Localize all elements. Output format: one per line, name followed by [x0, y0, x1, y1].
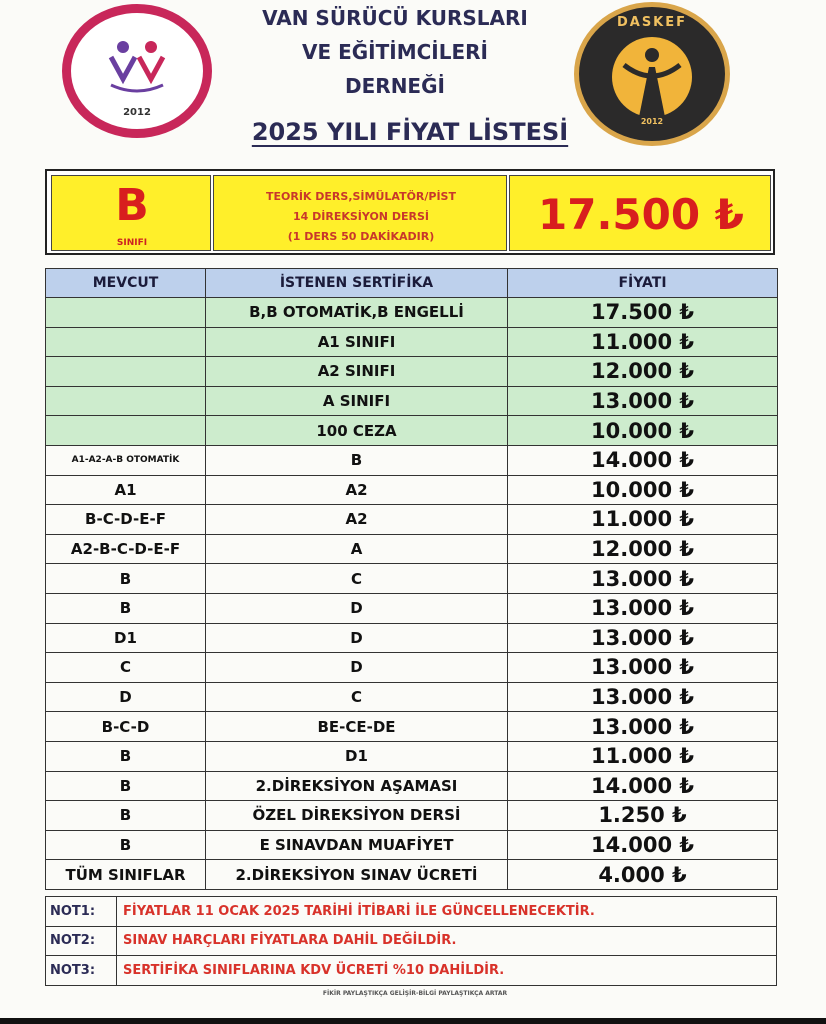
- b-class-subtitle: SINIFI: [116, 238, 148, 248]
- b-class-cell: [51, 175, 211, 251]
- cell-price: 13.000 ₺: [508, 386, 778, 416]
- cell-certificate: A2 SINIFI: [206, 357, 508, 387]
- header-current: MEVCUT: [46, 269, 206, 298]
- cell-current: B: [46, 771, 206, 801]
- table-row: [46, 298, 778, 328]
- cell-certificate: A1 SINIFI: [206, 327, 508, 357]
- cell-current: [46, 327, 206, 357]
- org-title-line-3: DERNEĞİ: [345, 74, 445, 98]
- cell-current: D: [46, 682, 206, 712]
- note-label: NOT3:: [46, 956, 117, 986]
- cell-price: 12.000 ₺: [508, 534, 778, 564]
- cell-certificate: 2.DİREKSİYON AŞAMASI: [206, 771, 508, 801]
- cell-certificate: E SINAVDAN MUAFİYET: [206, 830, 508, 860]
- cell-current: A1-A2-A-B OTOMATİK: [46, 445, 206, 475]
- table-row: [46, 682, 778, 712]
- table-row: [46, 801, 778, 831]
- table-row: [46, 771, 778, 801]
- cell-current: D1: [46, 623, 206, 653]
- cell-certificate: D: [206, 653, 508, 683]
- cell-price: 10.000 ₺: [508, 475, 778, 505]
- cell-price: 11.000 ₺: [508, 327, 778, 357]
- cell-certificate: 100 CEZA: [206, 416, 508, 446]
- cell-current: C: [46, 653, 206, 683]
- cell-price: 11.000 ₺: [508, 505, 778, 535]
- footer-motto: FİKİR PAYLAŞTIKÇA GELİŞİR-BİLGİ PAYLAŞTIKÇA ARTAR: [322, 990, 508, 997]
- cell-price: 1.250 ₺: [508, 801, 778, 831]
- cell-current: [46, 298, 206, 328]
- cell-certificate: B,B OTOMATİK,B ENGELLİ: [206, 298, 508, 328]
- cell-current: TÜM SINIFLAR: [46, 860, 206, 890]
- cell-price: 13.000 ₺: [508, 653, 778, 683]
- cell-certificate: C: [206, 564, 508, 594]
- cell-current: A2-B-C-D-E-F: [46, 534, 206, 564]
- b-class-price-cell: [509, 175, 771, 251]
- cell-price: 12.000 ₺: [508, 357, 778, 387]
- note-label: NOT2:: [46, 926, 117, 956]
- note-row: [46, 897, 777, 927]
- b-class-letter: B: [115, 180, 149, 231]
- note-text: FİYATLAR 11 OCAK 2025 TARİHİ İTİBARİ İLE GÜNCELLENECEKTİR.: [117, 897, 777, 927]
- table-row: [46, 741, 778, 771]
- association-logo-left: [62, 4, 212, 138]
- cell-price: 13.000 ₺: [508, 593, 778, 623]
- cell-current: B-C-D-E-F: [46, 505, 206, 535]
- cell-current: B-C-D: [46, 712, 206, 742]
- cell-current: [46, 386, 206, 416]
- daskef-logo-year: 2012: [640, 117, 664, 126]
- cell-price: 13.000 ₺: [508, 682, 778, 712]
- cell-current: A1: [46, 475, 206, 505]
- cell-certificate: A: [206, 534, 508, 564]
- cell-current: B: [46, 830, 206, 860]
- b-class-desc-line-3: (1 DERS 50 DAKİKADIR): [287, 230, 435, 243]
- cell-certificate: ÖZEL DİREKSİYON DERSİ: [206, 801, 508, 831]
- cell-price: 13.000 ₺: [508, 623, 778, 653]
- cell-certificate: BE-CE-DE: [206, 712, 508, 742]
- b-class-box: [45, 169, 775, 255]
- cell-certificate: C: [206, 682, 508, 712]
- table-row: [46, 357, 778, 387]
- cell-certificate: A SINIFI: [206, 386, 508, 416]
- price-table: [45, 268, 778, 890]
- table-row: [46, 623, 778, 653]
- table-row: [46, 475, 778, 505]
- bottom-bar: [0, 1018, 826, 1024]
- table-row: [46, 712, 778, 742]
- cell-price: 13.000 ₺: [508, 712, 778, 742]
- cell-price: 14.000 ₺: [508, 771, 778, 801]
- org-title-line-2: VE EĞİTİMCİLERİ: [302, 40, 488, 64]
- cell-price: 13.000 ₺: [508, 564, 778, 594]
- table-header-row: [46, 269, 778, 298]
- header-certificate: İSTENEN SERTİFİKA: [206, 269, 508, 298]
- cell-price: 14.000 ₺: [508, 830, 778, 860]
- table-row: [46, 416, 778, 446]
- table-row: [46, 830, 778, 860]
- daskef-logo-name: DASKEF: [616, 15, 688, 30]
- table-row: [46, 386, 778, 416]
- cell-certificate: D1: [206, 741, 508, 771]
- cell-current: B: [46, 741, 206, 771]
- b-class-desc-line-1: TEORİK DERS,SİMÜLATÖR/PİST: [266, 190, 456, 203]
- table-row: [46, 505, 778, 535]
- table-row: [46, 445, 778, 475]
- cell-current: [46, 357, 206, 387]
- b-class-desc-line-2: 14 DİREKSİYON DERSİ: [293, 210, 429, 223]
- table-row: [46, 653, 778, 683]
- cell-current: B: [46, 593, 206, 623]
- cell-certificate: A2: [206, 505, 508, 535]
- note-row: [46, 956, 777, 986]
- b-class-description-cell: [213, 175, 507, 251]
- cell-price: 10.000 ₺: [508, 416, 778, 446]
- note-label: NOT1:: [46, 897, 117, 927]
- cell-certificate: A2: [206, 475, 508, 505]
- org-title-line-1: VAN SÜRÜCÜ KURSLARI: [262, 6, 528, 30]
- note-row: [46, 926, 777, 956]
- cell-current: [46, 416, 206, 446]
- cell-price: 11.000 ₺: [508, 741, 778, 771]
- cell-price: 14.000 ₺: [508, 445, 778, 475]
- cell-current: B: [46, 801, 206, 831]
- notes-table: [45, 896, 777, 986]
- table-row: [46, 593, 778, 623]
- daskef-logo: [574, 2, 730, 146]
- cell-certificate: B: [206, 445, 508, 475]
- cell-certificate: D: [206, 623, 508, 653]
- cell-certificate: 2.DİREKSİYON SINAV ÜCRETİ: [206, 860, 508, 890]
- table-row: [46, 860, 778, 890]
- note-text: SERTİFİKA SINIFLARINA KDV ÜCRETİ %10 DAHİLDİR.: [117, 956, 777, 986]
- header-price: FİYATI: [508, 269, 778, 298]
- note-text: SINAV HARÇLARI FİYATLARA DAHİL DEĞİLDİR.: [117, 926, 777, 956]
- cell-price: 4.000 ₺: [508, 860, 778, 890]
- cell-current: B: [46, 564, 206, 594]
- price-list-title: 2025 YILI FİYAT LİSTESİ: [251, 118, 569, 146]
- cell-certificate: D: [206, 593, 508, 623]
- table-row: [46, 534, 778, 564]
- cell-price: 17.500 ₺: [508, 298, 778, 328]
- table-row: [46, 327, 778, 357]
- table-row: [46, 564, 778, 594]
- b-class-price: 17.500 ₺: [538, 190, 744, 239]
- left-logo-year: 2012: [123, 107, 151, 118]
